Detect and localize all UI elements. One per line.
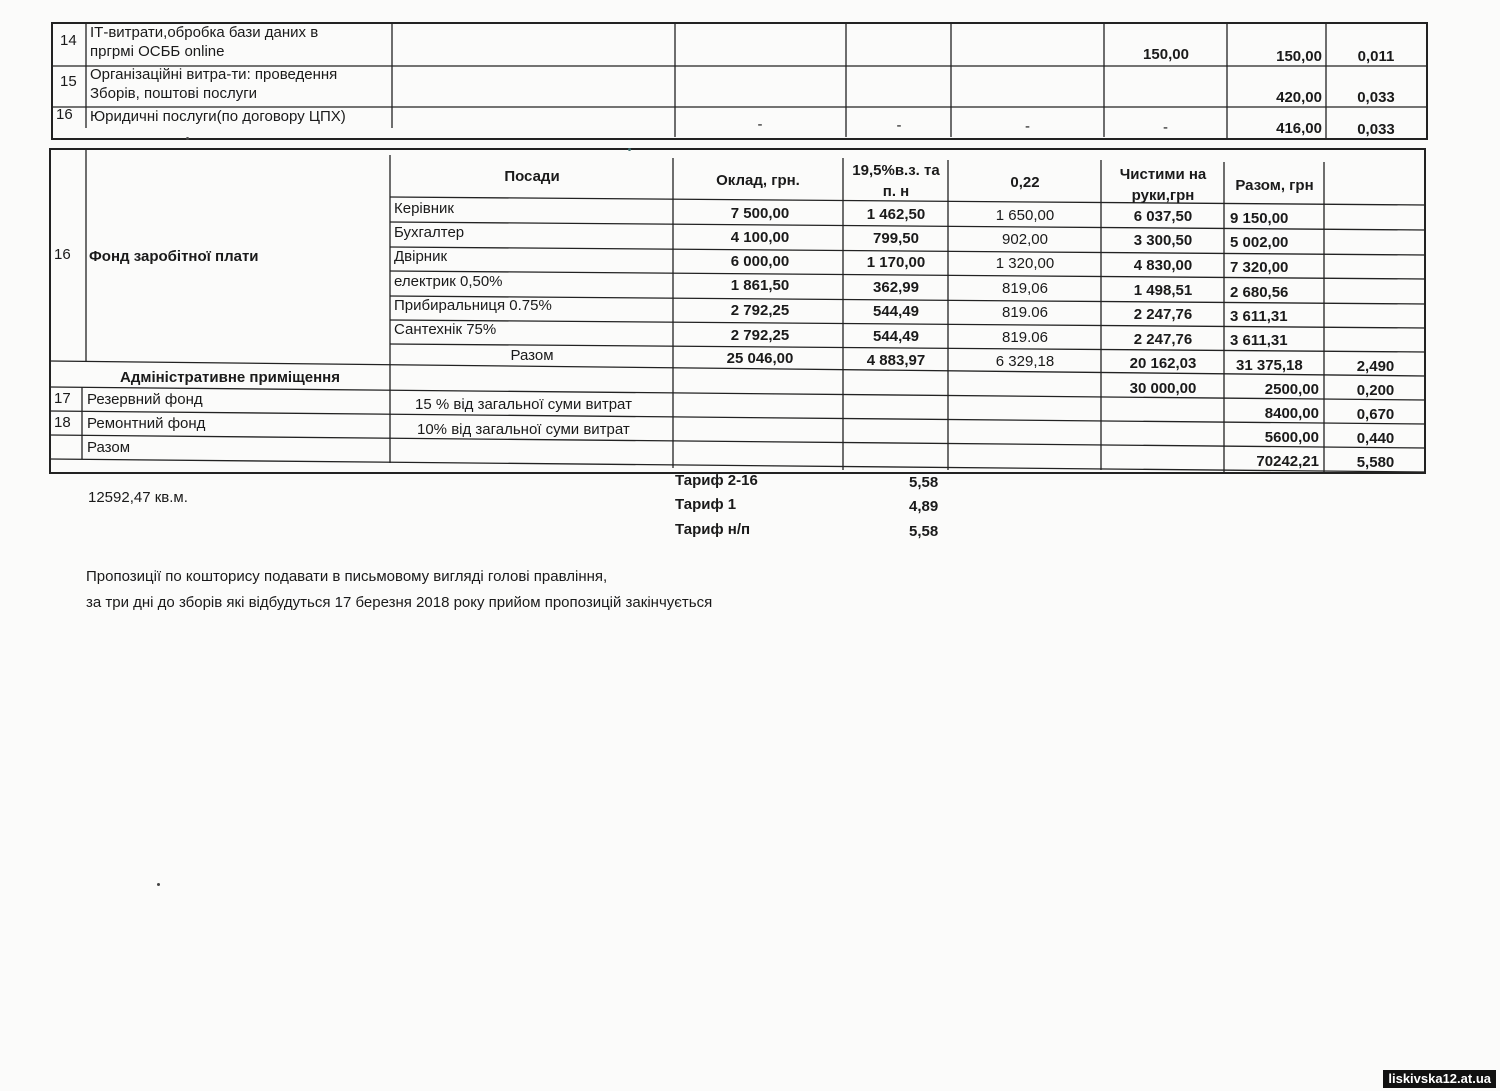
salary-row-position: Бухгалтер xyxy=(394,224,465,241)
area: 12592,47 кв.м. xyxy=(88,489,188,506)
header-net-line1: Чистими на xyxy=(1119,166,1207,183)
salary-sum-total: 31 375,18 xyxy=(1236,357,1303,374)
row-16-col6: - xyxy=(1025,118,1030,135)
reserve-total: 8400,00 xyxy=(1264,405,1319,422)
salary-sum-tax: 4 883,97 xyxy=(866,352,926,369)
salary-row-total: 2 680,56 xyxy=(1230,284,1289,301)
salary-sum-oklad: 25 046,00 xyxy=(726,350,794,367)
header-net-line2: руки,грн xyxy=(1131,187,1195,204)
admin-total: 2500,00 xyxy=(1264,381,1319,398)
salary-row-oklad: 6 000,00 xyxy=(730,253,790,270)
salary-row-net: 6 037,50 xyxy=(1133,208,1193,225)
tariff-label: Тариф 2-16 xyxy=(675,472,758,489)
salary-row-tax: 544,49 xyxy=(873,303,919,320)
salary-row-net: 2 247,76 xyxy=(1133,306,1193,323)
reserve-desc: 15 % від загальної суми витрат xyxy=(415,396,632,413)
scan-speck xyxy=(186,137,189,140)
salary-row-total: 3 611,31 xyxy=(1230,332,1288,349)
reserve-name: Резервний фонд xyxy=(87,391,203,408)
salary-row-total: 3 611,31 xyxy=(1230,308,1288,325)
reserve-number: 17 xyxy=(54,390,71,407)
tariff-label: Тариф н/п xyxy=(675,521,751,538)
salary-row-oklad: 2 792,25 xyxy=(730,327,790,344)
salary-row-position: Прибиральниця 0.75% xyxy=(394,297,552,314)
row-14-name-line2: пргрмі ОСББ online xyxy=(90,43,225,60)
row-16-number: 16 xyxy=(56,106,73,123)
salary-row-position: електрик 0,50% xyxy=(394,273,503,290)
repair-rate: 0,440 xyxy=(1356,430,1395,447)
salary-row-net: 1 498,51 xyxy=(1133,282,1193,299)
row-15-number: 15 xyxy=(60,73,77,90)
salary-row-net: 2 247,76 xyxy=(1133,331,1193,348)
salary-row-coef: 1 320,00 xyxy=(995,255,1055,272)
salary-sum-coef: 6 329,18 xyxy=(995,353,1055,370)
scan-speck xyxy=(157,883,160,886)
row-15-total: 420,00 xyxy=(1276,89,1322,106)
salary-row-oklad: 4 100,00 xyxy=(730,229,790,246)
salary-row-oklad: 1 861,50 xyxy=(730,277,790,294)
salary-row-tax: 799,50 xyxy=(873,230,919,247)
tariff-value: 5,58 xyxy=(909,523,939,540)
row-16-col5: - xyxy=(896,117,902,134)
salary-sum-label: Разом xyxy=(510,347,554,364)
grand-total: 70242,21 xyxy=(1256,453,1319,470)
salary-row-tax: 1 170,00 xyxy=(866,254,926,271)
tariff-value: 4,89 xyxy=(909,498,939,515)
salary-row-coef: 819,06 xyxy=(1002,280,1048,297)
header-total: Разом, грн xyxy=(1235,177,1314,194)
row-14-col8: 150,00 xyxy=(1143,46,1189,63)
row-14-rate: 0,011 xyxy=(1357,48,1395,65)
scan-speck xyxy=(628,148,631,151)
row-14-total: 150,00 xyxy=(1276,48,1322,65)
row-15-name-line2: Зборів, поштові послуги xyxy=(90,85,258,102)
salary-row-total: 5 002,00 xyxy=(1230,234,1289,251)
repair-desc: 10% від загальної суми витрат xyxy=(417,421,630,438)
salary-row-oklad: 7 500,00 xyxy=(730,205,790,222)
note-line1: Пропозиції по кошторису подавати в письмовому вигляді голові правління, xyxy=(86,568,608,585)
header-oklad: Оклад, грн. xyxy=(716,172,800,189)
admin-net: 30 000,00 xyxy=(1129,380,1197,397)
header-tax-line2: п. н xyxy=(882,183,910,200)
salary-row-position: Сантехнік 75% xyxy=(394,321,497,338)
note-line2: за три дні до зборів які відбудуться 17 березня 2018 року прийом пропозицій закінчується xyxy=(86,594,713,611)
salary-row-tax: 1 462,50 xyxy=(866,206,926,223)
salary-row-coef: 819.06 xyxy=(1002,329,1048,346)
salary-row-net: 4 830,00 xyxy=(1133,257,1193,274)
salary-row-position: Двірник xyxy=(394,248,448,265)
row-16-col4: - xyxy=(757,116,763,133)
salary-number: 16 xyxy=(54,246,71,263)
salary-sum-net: 20 162,03 xyxy=(1129,355,1197,372)
tariff-label: Тариф 1 xyxy=(675,496,737,513)
salary-sum-rate: 2,490 xyxy=(1356,358,1395,375)
grand-rate: 5,580 xyxy=(1356,454,1395,471)
site-watermark: liskivska12.at.ua xyxy=(1383,1070,1496,1088)
header-coef: 0,22 xyxy=(1010,174,1040,191)
salary-row-position: Керівник xyxy=(394,200,454,217)
reserve-rate: 0,670 xyxy=(1356,406,1395,423)
admin-label: Адміністративне приміщення xyxy=(120,369,340,386)
repair-name: Ремонтний фонд xyxy=(87,415,206,432)
admin-rate: 0,200 xyxy=(1356,382,1395,399)
salary-row-coef: 1 650,00 xyxy=(995,207,1055,224)
row-14-name-line1: ІТ-витрати,обробка бази даних в xyxy=(90,24,319,41)
tariff-value: 5,58 xyxy=(909,474,939,491)
salary-row-coef: 902,00 xyxy=(1002,231,1048,248)
row-16-total: 416,00 xyxy=(1276,120,1322,137)
salary-row-oklad: 2 792,25 xyxy=(730,302,790,319)
row-15-rate: 0,033 xyxy=(1357,89,1395,106)
salary-row-net: 3 300,50 xyxy=(1133,232,1193,249)
salary-row-tax: 544,49 xyxy=(873,328,919,345)
header-tax-line1: 19,5%в.з. та xyxy=(852,162,940,179)
row-16-name: Юридичні послуги(по договору ЦПХ) xyxy=(90,108,346,125)
row-14-number: 14 xyxy=(60,32,77,49)
row-16-rate: 0,033 xyxy=(1357,121,1395,138)
row-15-name-line1: Організаційні витра-ти: проведення xyxy=(90,66,338,83)
salary-row-total: 9 150,00 xyxy=(1230,210,1289,227)
grand-label: Разом xyxy=(87,439,131,456)
repair-number: 18 xyxy=(54,414,71,431)
salary-row-total: 7 320,00 xyxy=(1230,259,1289,276)
repair-total: 5600,00 xyxy=(1264,429,1319,446)
row-16-col8: - xyxy=(1163,119,1168,136)
salary-title: Фонд заробітної плати xyxy=(89,248,259,265)
salary-row-coef: 819.06 xyxy=(1002,304,1048,321)
salary-row-tax: 362,99 xyxy=(873,279,919,296)
header-posady: Посади xyxy=(504,168,560,185)
